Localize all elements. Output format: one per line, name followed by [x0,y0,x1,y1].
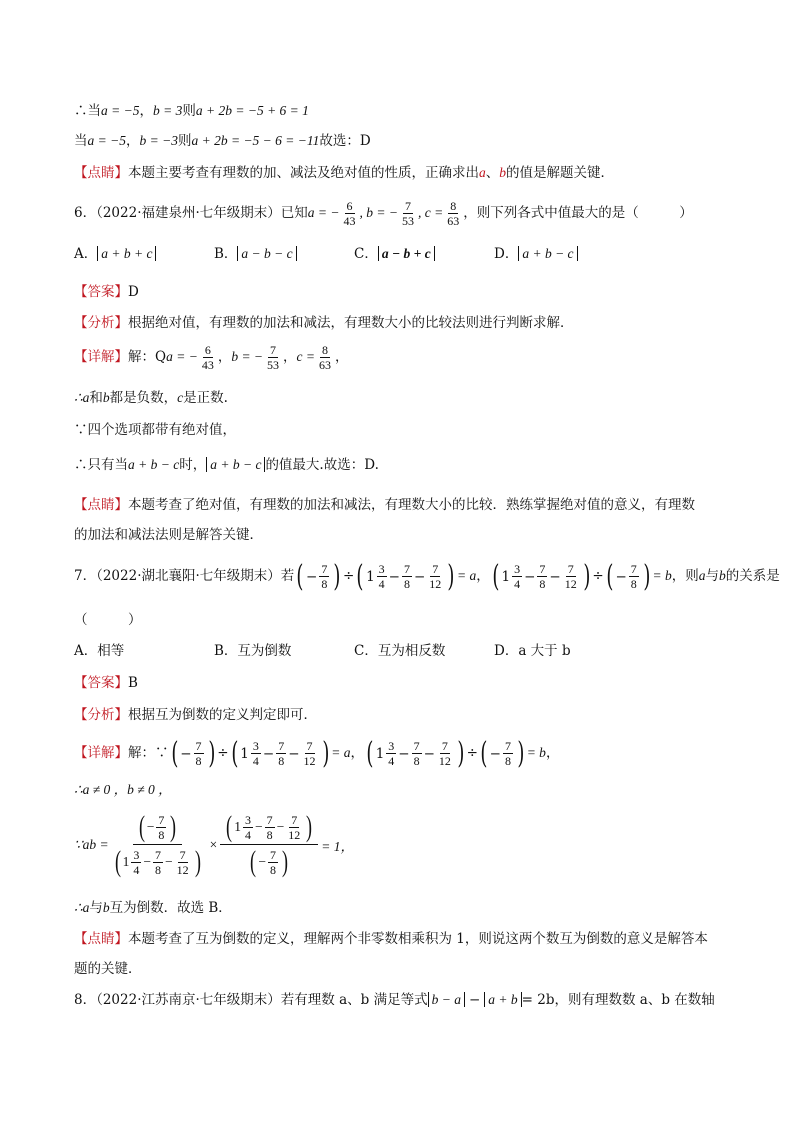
text: 与 [89,900,103,916]
solution-line-2: 当a = −5，b = −3则a + 2b = −5 − 6 = −11故选：D [74,133,371,149]
separator: 、 [485,165,500,181]
text: 是正数. [183,390,228,406]
fraction-a [342,199,358,228]
analysis-tag: 【分析】 [74,315,128,331]
tail-text: 的关系是 [725,568,780,584]
lead-text: 已知 [280,205,308,221]
numerator: 7 [539,562,546,576]
var-a: a [698,568,706,583]
numerator: 6 [346,199,353,213]
numerator: 7 [270,847,277,862]
q7-dianjing-1 [74,929,708,949]
numerator: 8 [450,199,457,213]
numerator: 3 [133,847,140,862]
q6-dianjing-2 [74,525,263,545]
numerator: 8 [322,343,329,357]
a-def: a = − [307,205,340,220]
denominator: 8 [195,754,202,768]
whole: 1 [366,568,375,585]
question-source: （2022·江苏南京·七年级期末） [96,992,281,1008]
whole: 1 [501,568,511,585]
var-b: b [499,165,506,180]
answer-value: B [128,675,138,691]
denominator: 8 [321,577,328,591]
denominator: 12 [438,754,451,768]
denominator: 4 [514,577,521,591]
denominator: 53 [267,358,280,372]
denominator: 4 [252,754,259,768]
numerator: 7 [405,199,412,213]
whole: 1 [122,854,130,869]
option-expr: a + b − c [518,246,577,261]
q7-detail: 【详解】解：∵ ( − $\frac{7}{8}$ ) ÷ ( 1 $\frac{3}{4}$ − $\frac{7}{8}$ − $\frac{7}{12}$ ) = a， ( 1 $\frac{3}{4}$ − $\frac{7}{8}$ − $\frac{7}{12}$ ) ÷ ( − $\frac{7}{8}$ ) = b， [74,733,559,774]
denominator: 8 [539,577,546,591]
option-a [74,244,214,264]
numerator: 7 [179,847,186,862]
denominator: 8 [158,827,165,842]
denominator: 8 [630,577,637,591]
choose-text: 故选：D [319,133,371,149]
numerator: 7 [403,562,410,576]
a-value: a = −5 [101,103,140,118]
denominator: 4 [133,862,140,877]
eq-b: = b [526,745,546,760]
q6-options [74,244,578,264]
dianjing-text: 本题考查了互为倒数的定义，理解两个非零数相乘积为 1，则说这两个数互为倒数的意义是解答本 [128,931,708,947]
ab-equals: ∵ab = [74,836,109,852]
when-text: 当 [74,133,88,149]
denominator: 4 [388,754,395,768]
var-b: b [718,568,726,583]
option-label: A． [74,246,98,262]
q7-paren-line [74,610,142,630]
denominator: 8 [266,827,273,842]
lead-text: 若 [280,568,295,584]
abs-expr-2: a + b [484,992,521,1007]
denominator: 8 [278,754,285,768]
minus-sign: − [468,992,481,1008]
question-tail: ，则下列各式中值最大的是（ ） [463,205,693,221]
b-def: , b = − [359,205,399,220]
fraction-c [317,343,333,372]
whole: 1 [240,745,249,762]
numerator: 7 [158,812,165,827]
q6-step1 [74,388,228,408]
denominator: 12 [429,577,442,591]
var-a: ∴a [74,900,90,915]
numerator: 3 [252,739,259,753]
expression: a + 2b = −5 − 6 = −11 [191,133,320,148]
numerator: 7 [567,562,574,576]
numerator: 3 [388,739,395,753]
step-text: ∵四个选项都带有绝对值， [74,422,236,438]
whole: 1 [375,745,385,762]
denominator: 8 [270,862,277,877]
option-text: 互为倒数 [237,643,292,659]
question-number: 7． [74,568,97,584]
analysis-text: 根据互为倒数的定义判定即可． [128,707,317,723]
denominator: 43 [343,214,356,228]
fraction-a [200,343,216,372]
q7-analysis [74,705,317,725]
dianjing-tag: 【点睛】 [74,165,128,181]
fraction-c [445,199,461,228]
numerator: 3 [514,562,521,576]
denominator: 12 [303,754,316,768]
b-value: b = 3 [152,103,183,118]
option-text: a 大于 b [518,643,571,659]
var-a: ∴a [74,390,90,405]
q7-product-equation: ∵ab = ( − $\frac{7}{8}$ ) ( 1 $\frac{3}{4}$ − $\frac{7}{8}$ − $\frac{7}{12}$ ) × ( 1 $\frac{3}{4}$ − $\frac{7}{8}$ − $\frac{7}{12}$ ) ( − $\frac{7}{8}$ ) = 1， [74,810,354,878]
numerator: 7 [441,739,448,753]
expr: a + b − c [128,457,180,472]
option-c [354,244,494,264]
numerator: 6 [204,343,211,357]
option-expr: a + b + c [97,246,156,261]
option-d [494,641,571,661]
numerator: 7 [504,739,511,753]
var-a: a [479,165,486,180]
q7-step3 [74,898,232,918]
option-label: B． [214,246,238,262]
a-value: a = −5 [87,133,126,148]
var-c: c [177,390,184,405]
detail-tag: 【详解】 [74,745,128,761]
tail-text: 与 [705,568,719,584]
answer-tag: 【答案】 [74,284,128,300]
q7-options [74,641,571,661]
denominator: 12 [288,827,301,842]
paren-neg78: ( − $\frac{7}{8}$ ) [296,558,341,594]
answer-blank: （ ） [74,612,142,628]
denominator: 12 [564,577,577,591]
answer-value: D [128,284,139,300]
option-label: A． [74,643,98,659]
paren-mixed-2: ( 1 $\frac{3}{4}$ − $\frac{7}{8}$ − $\frac{7}{12}$ ) [490,557,593,597]
denominator: 43 [201,358,214,372]
option-label: C． [354,246,378,262]
numerator: 7 [278,739,285,753]
question-source: （2022·湖北襄阳·七年级期末） [96,568,281,584]
option-b [214,244,354,264]
numerator: 7 [195,739,202,753]
denominator: 8 [413,754,420,768]
step-text: ∴a ≠ 0 ，b ≠ 0 ， [74,782,172,797]
detail-lead: 解：Q [128,349,167,365]
stem-text-end: = 2b，则有理数数 a、b 在数轴 [521,992,715,1008]
numerator: 7 [270,343,277,357]
abs-expr: a + b − c [206,457,265,472]
q6-analysis [74,313,574,333]
abs-expr-1: b − a [428,992,465,1007]
option-text: 相等 [97,643,125,659]
denominator: 53 [402,214,415,228]
option-expr: a − b + c [378,246,435,261]
dianjing-text: 题的关键． [74,961,142,977]
b-def: b = − [231,349,264,364]
q6-answer [74,282,139,302]
option-text: 互为相反数 [377,643,446,659]
denominator: 4 [378,577,385,591]
whole: 1 [234,819,241,834]
q6-dianjing-1 [74,495,695,515]
detail-tag: 【详解】 [74,349,128,365]
text: 的值最大.故选：D. [265,457,379,473]
paren-neg78-2: ( − $\frac{7}{8}$ ) [606,558,651,594]
fraction-b [265,343,281,372]
q7-step1 [74,780,172,800]
dianjing-text: 本题考查了绝对值，有理数的加法和减法，有理数大小的比较．熟练掌握绝对值的意义，有理数 [128,497,695,513]
q5-dianjing [74,163,614,183]
text: 和 [89,390,103,406]
numerator: 7 [291,812,298,827]
numerator: 3 [378,562,385,576]
q6-step2 [74,420,236,440]
equals-one: = 1， [321,838,354,854]
detail-lead: 解：∵ [128,745,169,761]
solution-line-1: ∴当a = −5，b = 3则a + 2b = −5 + 6 = 1 [74,103,309,119]
tail-text: ，则 [671,568,699,584]
denominator: 63 [319,358,332,372]
numerator: 7 [413,739,420,753]
text: 都是负数， [109,390,178,406]
option-label: C． [354,643,378,659]
option-c [354,641,494,661]
eq-a: = a [457,568,477,583]
var-b: b [102,390,110,405]
q8-stem [74,990,715,1010]
paren-mixed: ( 1 $\frac{3}{4}$ − $\frac{7}{8}$ − $\frac{7}{12}$ ) [354,557,457,597]
expression: a + 2b = −5 + 6 = 1 [195,103,309,118]
option-label: D． [494,246,519,262]
text: ∴只有当 [74,457,128,473]
var-b: b [102,900,110,915]
denominator: 8 [154,862,161,877]
question-source: （2022·福建泉州·七年级期末） [96,205,281,221]
then-text: 则 [182,103,196,119]
denominator: 12 [176,862,189,877]
option-expr: a − b − c [237,246,296,261]
numerator: 7 [154,847,161,862]
denominator: 8 [403,577,410,591]
dianjing-text: 的加法和减法法则是解答关键． [74,527,263,543]
fraction-b [400,199,416,228]
dianjing-tag: 【点睛】 [74,931,128,947]
c-def: c = [296,349,316,364]
option-label: B． [214,643,238,659]
eq-b: = b [652,568,672,583]
denominator: 4 [244,827,251,842]
analysis-text: 根据绝对值，有理数的加法和减法，有理数大小的比较法则进行判断求解． [128,315,574,331]
question-number: 6． [74,205,97,221]
q6-stem [74,196,693,230]
therefore-when: ∴当 [74,103,101,119]
q6-detail: 【详解】解：Qa = − $\frac{6}{43}$ ，b = − $\frac{7}{53}$ ，c = $\frac{8}{63}$ ， [74,343,349,372]
numerator: 7 [630,562,637,576]
option-d [494,244,578,264]
numerator: 7 [321,562,328,576]
numerator: 3 [244,812,251,827]
b-value: b = −3 [139,133,178,148]
numerator: 7 [306,739,313,753]
a-def: a = − [166,349,198,364]
right-big-fraction: ( 1 $\frac{3}{4}$ − $\frac{7}{8}$ − $\frac{7}{12}$ ) ( − $\frac{7}{8}$ ) [220,812,318,877]
q7-answer [74,673,138,693]
then-text: 则 [177,133,192,149]
option-label: D． [494,643,519,659]
text: 时， [179,457,207,473]
c-def: , c = [418,205,444,220]
numerator: 7 [432,562,439,576]
dianjing-tag: 【点睛】 [74,497,128,513]
analysis-tag: 【分析】 [74,707,128,723]
q7-dianjing-2 [74,959,142,979]
question-number: 8． [74,992,97,1008]
answer-tag: 【答案】 [74,675,128,691]
denominator: 8 [504,754,511,768]
denominator: 63 [447,214,460,228]
eq-a: = a [331,745,351,760]
dianjing-text-end: 的值是解题关键． [506,165,614,181]
left-big-fraction: ( − $\frac{7}{8}$ ) ( 1 $\frac{3}{4}$ − $\frac{7}{8}$ − $\frac{7}{12}$ ) [114,810,201,878]
numerator: 7 [266,812,273,827]
option-a [74,641,214,661]
option-b [214,641,354,661]
q7-stem: 7．（2022·湖北襄阳·七年级期末）若 ( − $\frac{7}{8}$ ) ÷ ( 1 $\frac{3}{4}$ − $\frac{7}{8}$ − $\frac{7}{12}$ ) = a， ( 1 $\frac{3}{4}$ − $\frac{7}{8}$ − $\frac{7}{12}$ ) ÷ ( − $\frac{7}{8}$ ) = b，则a与b的关系是 [74,556,780,597]
dianjing-text: 本题主要考查有理数的加、减法及绝对值的性质，正确求出 [128,165,479,181]
text: 互为倒数．故选 B． [109,900,232,916]
q6-step3 [74,455,379,475]
stem-text: 若有理数 a、b 满足等式 [280,992,428,1008]
